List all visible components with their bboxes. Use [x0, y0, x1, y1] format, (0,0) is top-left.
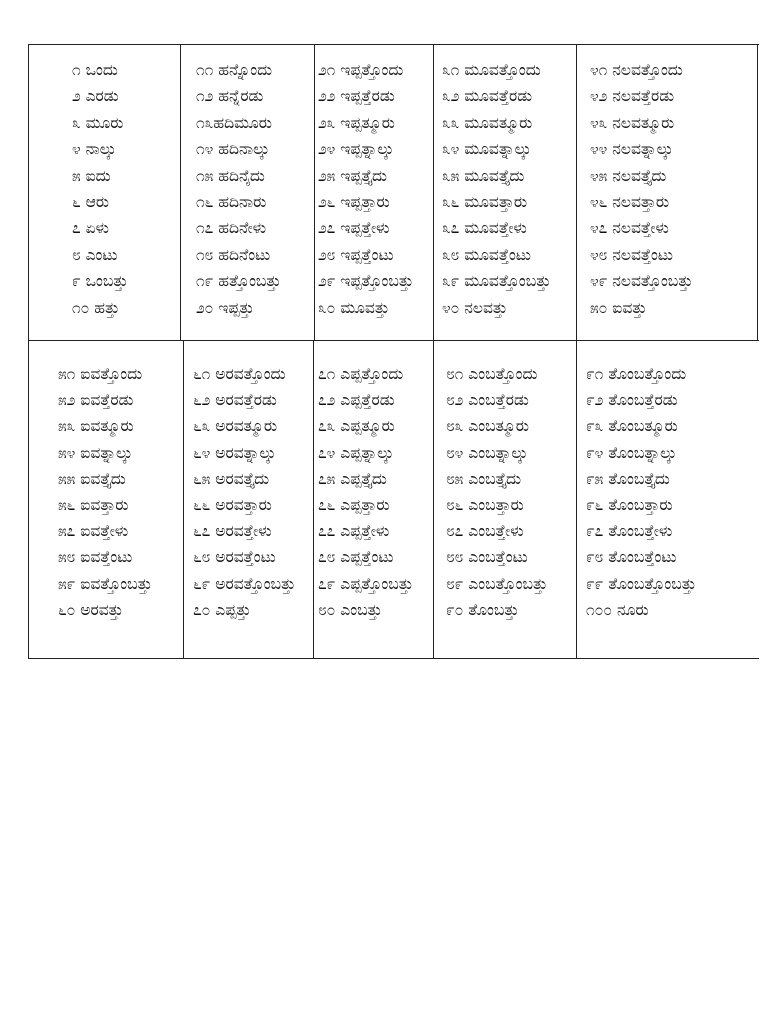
number-entry: ೪೧ ನಲವತ್ತೊಂದು [590, 61, 683, 79]
number-entry: ೭೯ ಎಪ್ಪತ್ತೊಂಬತ್ತು [318, 574, 414, 593]
number-entry: ೨೨ ಇಪ್ಪತ್ತೆರಡು [318, 87, 395, 106]
number-entry: ೫೩ ಐವತ್ಮೂರು [58, 417, 134, 436]
number-entry: ೮೭ ಎಂಬತ್ತೇಳು [446, 522, 524, 541]
number-entry: ೯ ಒಂಬತ್ತು [72, 272, 128, 291]
table-bottom-border [28, 658, 759, 659]
number-entry: ೬೭ ಅರವತ್ತೇಳು [193, 522, 272, 541]
number-entry: ೧೭ ಹದಿನೇಳು [196, 219, 267, 238]
number-entry: ೮೫ ಎಂಬತ್ತೈದು [446, 469, 522, 488]
column-divider [313, 340, 314, 658]
number-entry: ೧೦೦ ನೂರು [586, 600, 649, 619]
number-entry: ೬೪ ಅರವತ್ನಾಲ್ಕು [193, 443, 276, 462]
column-divider [433, 44, 434, 340]
number-entry: ೪ ನಾಲ್ಕು [72, 140, 117, 159]
number-entry: ೬೨ ಅರವತ್ತೆರಡು [193, 391, 277, 410]
number-entry: ೪೨ ನಲವತ್ತೆರಡು [590, 87, 675, 106]
number-entry: ೯೧ ತೊಂಬತ್ತೊಂದು [586, 365, 687, 383]
number-entry: ೫ ಐದು [72, 166, 111, 185]
column-divider [314, 44, 315, 340]
number-entry: ೯೪ ತೊಂಬತ್ನಾಲ್ಕು [586, 443, 677, 462]
column-divider [183, 340, 184, 658]
number-entry: ೪೭ ನಲವತ್ತೇಳು [590, 219, 669, 238]
number-entry: ೪೮ ನಲವತ್ತೆಂಟು [590, 245, 673, 264]
number-entry: ೭೪ ಎಪ್ಪತ್ನಾಲ್ಕು [318, 443, 394, 462]
number-entry: ೭೮ ಎಪ್ಪತ್ತೆಂಟು [318, 548, 394, 567]
number-entry: ೩೦ ಮೂವತ್ತು [318, 298, 390, 317]
number-entry: ೨೫ ಇಪ್ಪತ್ತೈದು [318, 166, 387, 185]
number-entry: ೬ ಆರು [72, 193, 109, 211]
number-entry: ೪೯ ನಲವತ್ತೊಂಬತ್ತು [590, 272, 693, 291]
number-entry: ೭೩ ಎಪ್ಪತ್ಮೂರು [318, 417, 395, 436]
number-entry: ೩೭ ಮೂವತ್ತೇಳು [442, 219, 527, 238]
number-entry: ೭೫ ಎಪ್ಪತ್ತೈದು [318, 469, 387, 488]
number-entry: ೭೨ ಎಪ್ಪತ್ತೆರಡು [318, 391, 395, 410]
table-left-border [28, 44, 29, 658]
number-entry: ೨ ಎರಡು [72, 87, 119, 106]
number-entry: ೭೭ ಎಪ್ಪತ್ತೇಳು [318, 522, 390, 541]
number-entry: ೩ ಮೂರು [72, 113, 124, 132]
number-entry: ೩೯ ಮೂವತ್ತೊಂಬತ್ತು [442, 272, 551, 291]
column-divider [180, 44, 181, 340]
number-entry: ೩೨ ಮೂವತ್ತೆರಡು [442, 87, 533, 106]
number-entry: ೫೬ ಐವತ್ತಾರು [58, 496, 129, 514]
number-entry: ೧೪ ಹದಿನಾಲ್ಕು [196, 140, 270, 159]
number-entry: ೨೭ ಇಪ್ಪತ್ತೇಳು [318, 219, 390, 238]
number-entry: ೯೮ ತೊಂಬತ್ತೆಂಟು [586, 548, 677, 567]
number-entry: ೨೩ ಇಪ್ಪತ್ಮೂರು [318, 113, 395, 132]
number-entry: ೧೨ ಹನ್ನೆರಡು [196, 87, 264, 106]
number-entry: ೯೫ ತೊಂಬತ್ತೈದು [586, 469, 670, 488]
number-entry: ೮೧ ಎಂಬತ್ತೊಂದು [446, 365, 538, 383]
number-entry: ೮೯ ಎಂಬತ್ತೊಂಬತ್ತು [446, 574, 548, 593]
number-entry: ೫೪ ಐವತ್ನಾಲ್ಕು [58, 443, 133, 462]
number-entry: ೧೬ ಹದಿನಾರು [196, 193, 267, 211]
number-entry: ೪೬ ನಲವತ್ತಾರು [590, 193, 670, 211]
number-entry: ೧೫ ಹದಿನೈದು [196, 166, 265, 185]
number-entry: ೮ ಎಂಟು [72, 245, 118, 264]
number-entry: ೩೬ ಮೂವತ್ತಾರು [442, 193, 528, 211]
number-entry: ೩೮ ಮೂವತ್ತೆಂಟು [442, 245, 531, 264]
number-entry: ೯೨ ತೊಂಬತ್ತೆರಡು [586, 391, 678, 410]
number-entry: ೨೧ ಇಪ್ಪತ್ತೊಂದು [318, 61, 404, 79]
number-entry: ೧೯ ಹತ್ತೊಂಬತ್ತು [196, 272, 281, 291]
number-entry: ೬೧ ಅರವತ್ತೊಂದು [193, 365, 286, 383]
column-divider [576, 44, 577, 340]
number-entry: ೩೩ ಮೂವತ್ಮೂರು [442, 113, 533, 132]
number-entry: ೫೮ ಐವತ್ತೆಂಟು [58, 548, 133, 567]
table-top-border [28, 44, 759, 45]
number-entry: ೫೨ ಐವತ್ತೆರಡು [58, 391, 134, 410]
table-right-border [757, 44, 758, 340]
column-divider [433, 340, 434, 658]
number-entry: ೧ ಒಂದು [72, 61, 118, 79]
number-entry: ೩೫ ಮೂವತ್ತೈದು [442, 166, 525, 185]
number-entry: ೮೪ ಎಂಬತ್ನಾಲ್ಕು [446, 443, 528, 462]
number-entry: ೨೬ ಇಪ್ಪತ್ತಾರು [318, 193, 390, 211]
number-entry: ೧೧ ಹನ್ನೊಂದು [196, 61, 273, 79]
number-entry: ೧೦ ಹತ್ತು [72, 298, 120, 317]
number-entry: ೮೩ ಎಂಬತ್ಮೂರು [446, 417, 529, 436]
number-entry: ೬೦ ಅರವತ್ತು [58, 600, 124, 619]
number-entry: ೮೬ ಎಂಬತ್ತಾರು [446, 496, 524, 514]
column-divider [576, 340, 577, 658]
table-middle-border [28, 340, 759, 341]
number-entry: ೨೦ ಇಪ್ಪತ್ತು [196, 298, 254, 317]
number-entry: ೮೦ ಎಂಬತ್ತು [318, 600, 383, 619]
number-entry: ೫೧ ಐವತ್ತೊಂದು [58, 365, 143, 383]
number-entry: ೮೮ ಎಂಬತ್ತೆಂಟು [446, 548, 528, 567]
number-entry: ೬೯ ಅರವತ್ತೊಂಬತ್ತು [193, 574, 296, 593]
number-entry: ೧೮ ಹದಿನೆಂಟು [196, 245, 271, 264]
number-entry: ೫೯ ಐವತ್ತೊಂಬತ್ತು [58, 574, 153, 593]
number-entry: ೭೧ ಎಪ್ಪತ್ತೊಂದು [318, 365, 404, 383]
number-entry: ೪೫ ನಲವತ್ತೈದು [590, 166, 667, 185]
number-entry: ೯೦ ತೊಂಬತ್ತು [446, 600, 519, 619]
number-entry: ೯೭ ತೊಂಬತ್ತೇಳು [586, 522, 673, 541]
number-entry: ೨೮ ಇಪ್ಪತ್ತೆಂಟು [318, 245, 394, 264]
number-entry: ೬೮ ಅರವತ್ತೆಂಟು [193, 548, 276, 567]
number-entry: ೫೭ ಐವತ್ತೇಳು [58, 522, 129, 541]
number-entry: ೭೦ ಎಪ್ಪತ್ತು [193, 600, 251, 619]
number-entry: ೯೩ ತೊಂಬತ್ಮೂರು [586, 417, 678, 436]
number-entry: ೮೨ ಎಂಬತ್ತೆರಡು [446, 391, 529, 410]
number-entry: ೩೪ ಮೂವತ್ನಾಲ್ಕು [442, 140, 532, 159]
number-entry: ೭೬ ಎಪ್ಪತ್ತಾರು [318, 496, 390, 514]
number-entry: ೫೫ ಐವತ್ತೈದು [58, 469, 126, 488]
number-entry: ೫೦ ಐವತ್ತು [590, 298, 647, 317]
number-entry: ೨೪ ಇಪ್ಪತ್ನಾಲ್ಕು [318, 140, 394, 159]
number-entry: ೪೪ ನಲವತ್ನಾಲ್ಕು [590, 140, 674, 159]
number-entry: ೧೩ಹದಿಮೂರು [196, 113, 272, 132]
number-entry: ೯೯ ತೊಂಬತ್ತೊಂಬತ್ತು [586, 574, 697, 593]
number-entry: ೭ ಏಳು [72, 219, 109, 238]
number-entry: ೬೬ ಅರವತ್ತಾರು [193, 496, 272, 514]
number-entry: ೯೬ ತೊಂಬತ್ತಾರು [586, 496, 673, 514]
number-entry: ೬೫ ಅರವತ್ತೈದು [193, 469, 270, 488]
number-entry: ೬೩ ಅರವತ್ಮೂರು [193, 417, 277, 436]
number-entry: ೩೧ ಮೂವತ್ತೊಂದು [442, 61, 541, 79]
number-entry: ೪೩ ನಲವತ್ಮೂರು [590, 113, 675, 132]
number-entry: ೨೯ ಇಪ್ಪತ್ತೊಂಬತ್ತು [318, 272, 414, 291]
number-entry: ೪೦ ನಲವತ್ತು [442, 298, 508, 317]
